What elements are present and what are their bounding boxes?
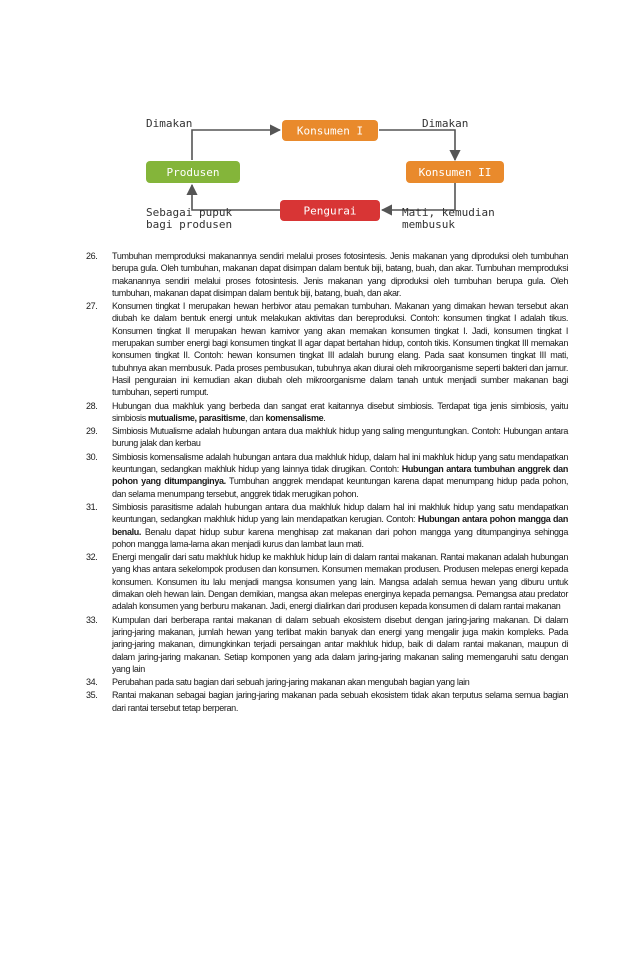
item-text xyxy=(112,676,568,688)
node-label-produsen: Produsen xyxy=(166,166,220,179)
item-number: 27. xyxy=(86,301,98,312)
list-item xyxy=(86,614,568,675)
edge-label-pupuk: Sebagai pupuk bagi produsen xyxy=(146,206,233,231)
numbered-notes-list xyxy=(86,250,568,715)
item-text xyxy=(112,551,568,612)
node-pengurai xyxy=(280,200,380,221)
node-konsumen-1 xyxy=(282,120,378,141)
text-run: , dan xyxy=(245,412,266,423)
item-number: 32. xyxy=(86,552,98,563)
text-run: Energi mengalir dari satu makhluk hidup ke makhluk hidup lain di dalam rantai makanan. Rantai makanan adalah hubungan yang khas antara sekelompok produsen dan konsumen. Konsumen memakan produsen. Produsen melepas energi kepada konsumen. Konsumen itu lalu menjadi mangsa konsumen yang lain. Mangsa adalah semua hewan yang diburu untuk dimakan oleh hewan lain. Dengan demikian, mangsa akan melepas energinya kepada pemangsa. Pemangsa atau predator adalah konsumen yang berburu makanan. Jadi, energi dialirkan dari produsen kepada konsumen di dalam rantai makanan xyxy=(112,552,568,612)
emphasis-text: Hubungan antara tumbuhan anggrek dan pohon yang ditumpanginya. xyxy=(112,464,568,487)
text-run: Benalu dapat hidup subur karena menghisap zat makanan dari pohon mangga yang ditumpanginya sehingga pohon mangga lama-lama akan menjadi kurus dan lambat laun mati. xyxy=(112,526,568,549)
node-produsen xyxy=(146,161,240,183)
item-number: 35. xyxy=(86,690,98,701)
item-text xyxy=(112,614,568,675)
item-number: 30. xyxy=(86,451,98,462)
text-run: Perubahan pada satu bagian dari sebuah jaring-jaring makanan akan mengubah bagian yang lain xyxy=(112,677,470,688)
item-text xyxy=(112,400,568,425)
item-text xyxy=(112,250,568,299)
item-text xyxy=(112,689,568,714)
item-text xyxy=(112,425,568,450)
text-run: Konsumen tingkat I merupakan hewan herbivor atau pemakan tumbuhan. Makanan yang dimakan hewan tersebut akan diubah ke dalam bentuk energi untuk melakukan aktivitas dan bereproduksi. Contoh: konsumen tingkat I adalah tikus. Konsumen tingkat II merupakan hewan karnivor yang akan memakan konsumen tingkat I. Jadi, konsumen tingkat I merupakan sumber energi bagi konsumen tingkat II agar dapat bertahan hidup, contoh tikis. Konsumen tingkat III memakan konsumen tingkat II. Contoh: hewan konsumen tingkat III adalah burung elang. Pada saat konsumen tingkat III mati, tubuhnya akan membusuk. Pada proses pembusukan, tubuhnya akan diurai oleh mikroorganisme seperti bakteri dan jamur. Hasil penguraian ini kemudian akan diubah oleh mikroorganisme dalam tanah untuk menjadi sumber makanan bagi tumbuhan, seperti rumput. xyxy=(112,301,568,398)
list-item xyxy=(86,689,568,714)
item-text xyxy=(112,300,568,398)
node-label-konsumen-2: Konsumen II xyxy=(418,166,492,179)
text-run: Rantai makanan sebagai bagian jaring-jaring makanan pada sebuah ekosistem tidak akan terputus selama semua bagian dari rantai tersebut tetap berperan. xyxy=(112,690,568,713)
arrow-produsen-konsumen1 xyxy=(192,130,280,160)
item-number: 26. xyxy=(86,251,98,261)
node-konsumen-2 xyxy=(406,161,504,183)
emphasis-text: komensalisme xyxy=(265,412,324,423)
food-chain-diagram xyxy=(130,108,520,244)
text-run: Simbiosis komensalisme adalah hubungan antara dua makhluk hidup, dalam hal ini makhluk hidup yang satu mendapatkan keuntungan, sedangkan makhluk hidup yang lainnya tidak dirugikan. Contoh: xyxy=(112,451,568,475)
list-item xyxy=(86,551,568,612)
list-item xyxy=(86,501,568,550)
arrow-konsumen1-konsumen2 xyxy=(379,130,455,160)
text-run: Kumpulan dari berberapa rantai makanan di dalam sebuah ekosistem disebut dengan jaring-jaring makanan. Di dalam jaring-jaring makanan, jumlah hewan yang terlibat makin banyak dan energi yang mengalir juga makin kompleks. Pada jaring-jaring makanan, dimungkinkan terjadi persaingan antar makhluk hidup, baik di dalam rantai makanan, maupun di dalam jaring-jaring makanan. Setiap komponen yang ada dalam jaring-jaring makanan saling memengaruhi satu dengan yang lain xyxy=(112,614,568,674)
text-run: Tumbuhan anggrek mendapat keuntungan karena dapat menumpang hidup pada pohon, dan selama menumpang tersebut, anggrek tidak merugikan pohon. xyxy=(112,476,568,499)
list-item xyxy=(86,400,568,425)
item-number: 28. xyxy=(86,400,98,411)
item-number: 31. xyxy=(86,501,98,512)
text-run: . xyxy=(323,412,326,423)
item-text xyxy=(112,501,568,550)
list-item xyxy=(86,300,568,398)
item-number: 34. xyxy=(86,677,98,688)
text-run: Tumbuhan memproduksi makanannya sendiri melalui proses fotosintesis. Jenis makanan yang diproduksi oleh tumbuhan berupa gula. Oleh tumbuhan, makanan dapat disimpan dalam bentuk biji, batang, buah, dan akar. Tumbuhan memproduksi makanannya sendiri melalui proses fotosintesis. Jenis makanan yang diproduksi oleh tumbuhan berupa gula. Oleh tumbuhan, makanan dapat disimpan dalam bentuk biji, batang, buah, dan akar. xyxy=(112,251,568,298)
node-label-konsumen-1: Konsumen I xyxy=(296,124,364,138)
emphasis-text: mutualisme, parasitisme xyxy=(148,412,246,423)
list-item xyxy=(86,451,568,500)
edge-label-mati: Mati, kemudian membusuk xyxy=(402,206,495,231)
list-item xyxy=(86,425,568,450)
item-number: 33. xyxy=(86,614,98,625)
item-number: 29. xyxy=(86,426,98,437)
edge-label-dimakan-left: Dimakan xyxy=(146,117,193,130)
emphasis-text: Hubungan antara pohon mangga dan benalu. xyxy=(112,514,568,537)
text-run: Simbiosis parasitisme adalah hubungan antara dua makhluk hidup dalam hal ini makhluk hidup yang satu mendapatkan keuntungan, sedangkan makhluk hidup yang lain mendapatkan kerugian. Contoh: xyxy=(112,501,568,525)
item-text xyxy=(112,451,568,500)
list-item xyxy=(86,250,568,299)
text-run: Hubungan dua makhluk yang berbeda dan sangat erat kaitannya disebut simbiosis. Terdapat tiga jenis simbiosis, yaitu simbiosis xyxy=(112,400,568,423)
list-item xyxy=(86,676,568,688)
node-label-pengurai: Pengurai xyxy=(303,204,357,218)
text-run: Simbiosis Mutualisme adalah hubungan antara dua makhluk hidup yang saling menguntungkan. Contoh: Hubungan antara burung jalak dan kerbau xyxy=(112,426,568,449)
edge-label-dimakan-right: Dimakan xyxy=(422,117,469,130)
